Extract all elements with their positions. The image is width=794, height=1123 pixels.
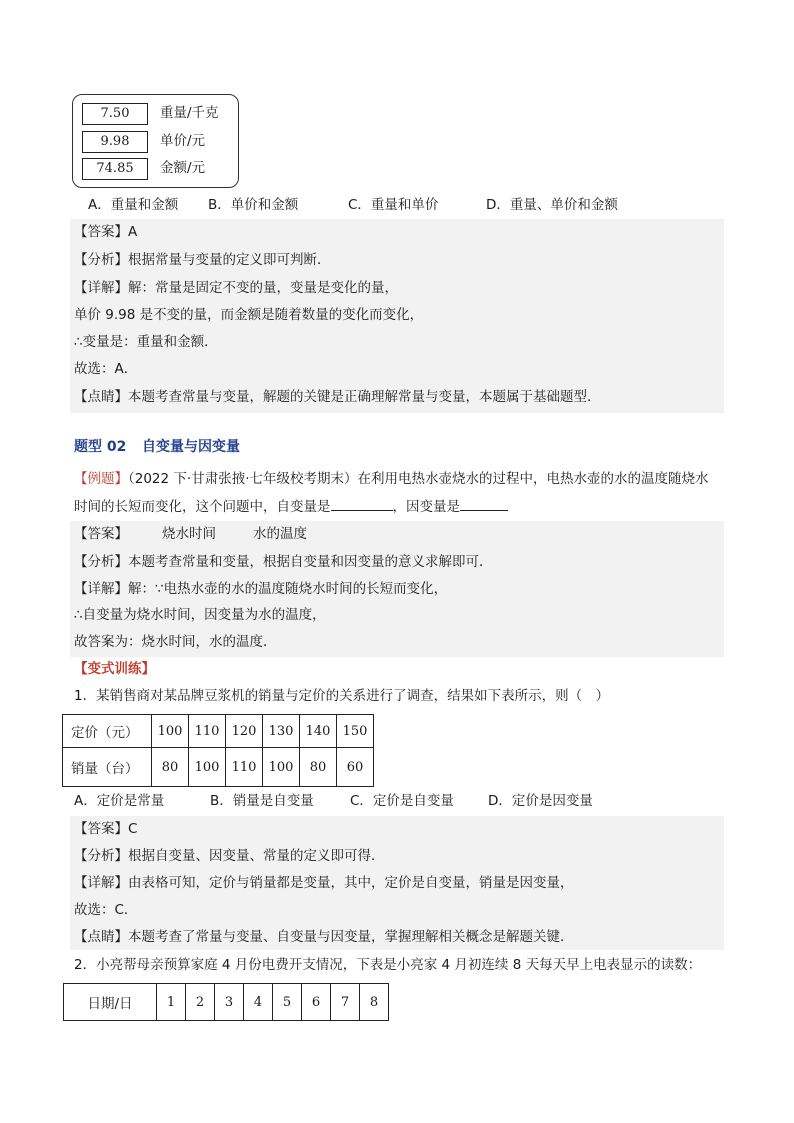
blank-dependent (460, 496, 508, 511)
analysis-line: 【分析】根据常量与变量的定义即可判断． (74, 252, 331, 268)
unit-price-label: 单价/元 (160, 133, 206, 149)
option-a: A．重量和金额 (88, 197, 179, 213)
table-cell: 80 (152, 748, 189, 787)
option-c: C．重量和单价 (348, 197, 439, 213)
section-label: 题型 02 (74, 439, 127, 455)
detail-line: 故选：A． (74, 361, 138, 377)
q1-choose: 故选：C． (74, 902, 138, 918)
table-row (64, 984, 389, 1021)
table-cell: 2 (186, 984, 215, 1021)
example-detail: 故答案为：烧水时间，水的温度． (74, 634, 277, 650)
variant-tag: 【变式训练】 (74, 661, 155, 677)
q1-stem: 1．某销售商对某品牌豆浆机的销量与定价的关系进行了调查，结果如下表所示，则（ ） (74, 688, 610, 704)
table-cell: 140 (300, 715, 337, 748)
example-detail: ∴自变量为烧水时间，因变量为水的温度， (74, 607, 326, 623)
table-cell: 120 (226, 715, 263, 748)
section-title: 自变量与因变量 (142, 439, 240, 455)
amount-label: 金额/元 (160, 160, 206, 176)
table-cell: 1 (157, 984, 186, 1021)
price-sales-table (62, 714, 374, 787)
weight-value: 7.50 (82, 103, 148, 125)
example-text-2b: ，因变量是 (392, 499, 460, 515)
table-cell: 6 (302, 984, 331, 1021)
blank-independent (331, 496, 393, 511)
table-row (63, 748, 374, 787)
table-header-cell: 日期/日 (64, 984, 157, 1021)
example-text: （2022 下·甘肃张掖·七年级校考期末）在利用电热水壶烧水的过程中，电热水壶的水的温度随烧水 (128, 471, 709, 487)
table-header-cell: 销量（台） (63, 748, 152, 787)
comment-line: 【点睛】本题考查常量与变量，解题的关键是正确理解常量与变量，本题属于基础题型． (74, 389, 601, 405)
example-line-1 (74, 469, 708, 489)
table-row (63, 715, 374, 748)
answer-line: 【答案】A (74, 224, 138, 240)
table-cell: 100 (152, 715, 189, 748)
q2-stem: 2．小亮帮母亲预算家庭 4 月份电费开支情况，下表是小亮家 4 月初连续 8 天每天早上电表显示的读数： (74, 957, 702, 973)
example-answer-label: 【答案】 (74, 526, 128, 542)
table-cell: 80 (300, 748, 337, 787)
unit-price-value: 9.98 (82, 131, 148, 153)
q1-option-c: C．定价是自变量 (350, 793, 454, 809)
scale-display (72, 94, 239, 188)
example-answer-2: 水的温度 (253, 526, 307, 542)
q1-option-a: A．定价是常量 (74, 793, 165, 809)
table-cell: 4 (244, 984, 273, 1021)
q1-detail: 【详解】由表格可知，定价与销量都是变量，其中，定价是自变量，销量是因变量， (74, 875, 574, 891)
example-answer-1: 烧水时间 (162, 526, 216, 542)
table-cell: 3 (215, 984, 244, 1021)
q1-option-b: B．销量是自变量 (210, 793, 314, 809)
q1-analysis: 【分析】根据自变量、因变量、常量的定义即可得． (74, 848, 385, 864)
table-cell: 110 (189, 715, 226, 748)
option-d: D．重量、单价和金额 (486, 197, 618, 213)
detail-line: ∴变量是：重量和金额． (74, 334, 218, 350)
example-line-2 (74, 496, 508, 517)
detail-line: 单价 9.98 是不变的量，而金额是随着数量的变化而变化， (74, 307, 424, 323)
table-cell: 60 (337, 748, 374, 787)
table-cell: 150 (337, 715, 374, 748)
weight-label: 重量/千克 (160, 105, 219, 121)
detail-line: 【详解】解：常量是固定不变的量，变量是变化的量， (74, 280, 398, 296)
q1-option-d: D．定价是因变量 (488, 793, 593, 809)
table-header-cell: 定价（元） (63, 715, 152, 748)
table-cell: 100 (189, 748, 226, 787)
example-tag: 【例题】 (74, 471, 128, 487)
table-cell: 8 (360, 984, 389, 1021)
q1-comment: 【点睛】本题考查了常量与变量、自变量与因变量，掌握理解相关概念是解题关键． (74, 929, 574, 945)
table-cell: 5 (273, 984, 302, 1021)
amount-value: 74.85 (82, 158, 148, 180)
table-cell: 110 (226, 748, 263, 787)
table-cell: 100 (263, 748, 300, 787)
example-text-2a: 时间的长短而变化，这个问题中，自变量是 (74, 499, 331, 515)
table-cell: 130 (263, 715, 300, 748)
example-detail: 【详解】解：∵电热水壶的水的温度随烧水时间的长短而变化， (74, 581, 448, 597)
q1-answer: 【答案】C (74, 821, 138, 837)
meter-reading-table (63, 983, 389, 1021)
example-analysis: 【分析】本题考查常量和变量，根据自变量和因变量的意义求解即可． (74, 554, 493, 570)
option-b: B．单价和金额 (208, 197, 299, 213)
table-cell: 7 (331, 984, 360, 1021)
